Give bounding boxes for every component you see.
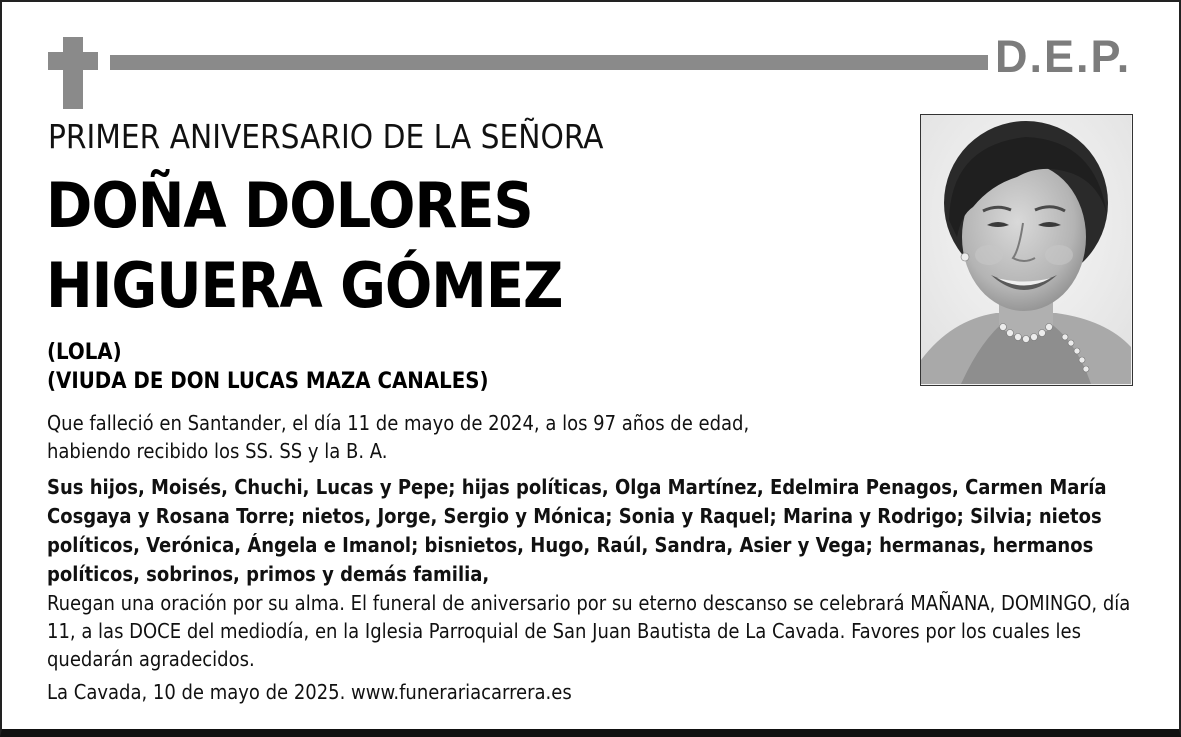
signoff: La Cavada, 10 de mayo de 2025. www.funerariacarrera.es [47, 680, 572, 704]
anniversary-heading: PRIMER ANIVERSARIO DE LA SEÑORA [48, 117, 604, 156]
widow-of: (VIUDA DE DON LUCAS MAZA CANALES) [47, 369, 489, 394]
dep-label: D.E.P. [995, 31, 1132, 82]
death-info: Que falleció en Santander, el día 11 de mayo de 2024, a los 97 años de edad, habiendo recibido los SS. SS y la B. A. [47, 411, 750, 463]
deceased-photo [920, 114, 1133, 386]
header-rule [110, 55, 988, 70]
service-details: Ruegan una oración por su alma. El funeral de aniversario por su eterno descanso se celebrará MAÑANA, DOMINGO, día 11, a las DOCE del mediodía, en la Iglesia Parroquial de San Juan Bautista de La Cavada. Favores por los cuales les quedarán agradecidos. [47, 591, 1131, 671]
cross-icon [63, 37, 83, 109]
family-list: Sus hijos, Moisés, Chuchi, Lucas y Pepe; hijas políticas, Olga Martínez, Edelmira Penagos, Carmen María Cosgaya y Rosana Torre; nietos, Jorge, Sergio y Mónica; Sonia y Raquel; Marina y Rodrigo; Silvia; nietos políticos, Verónica, Ángela e Imanol; bisnietos, Hugo, Raúl, Sandra, Asier y Vega; hermanas, hermanos políticos, sobrinos, primos y demás familia, [47, 475, 1107, 586]
deceased-name-line1: DOÑA DOLORES [46, 169, 533, 242]
deceased-name-line2: HIGUERA GÓMEZ [46, 249, 563, 322]
portrait-image [921, 115, 1131, 384]
cross-icon-bar [48, 52, 98, 70]
nickname: (LOLA) [47, 340, 122, 365]
